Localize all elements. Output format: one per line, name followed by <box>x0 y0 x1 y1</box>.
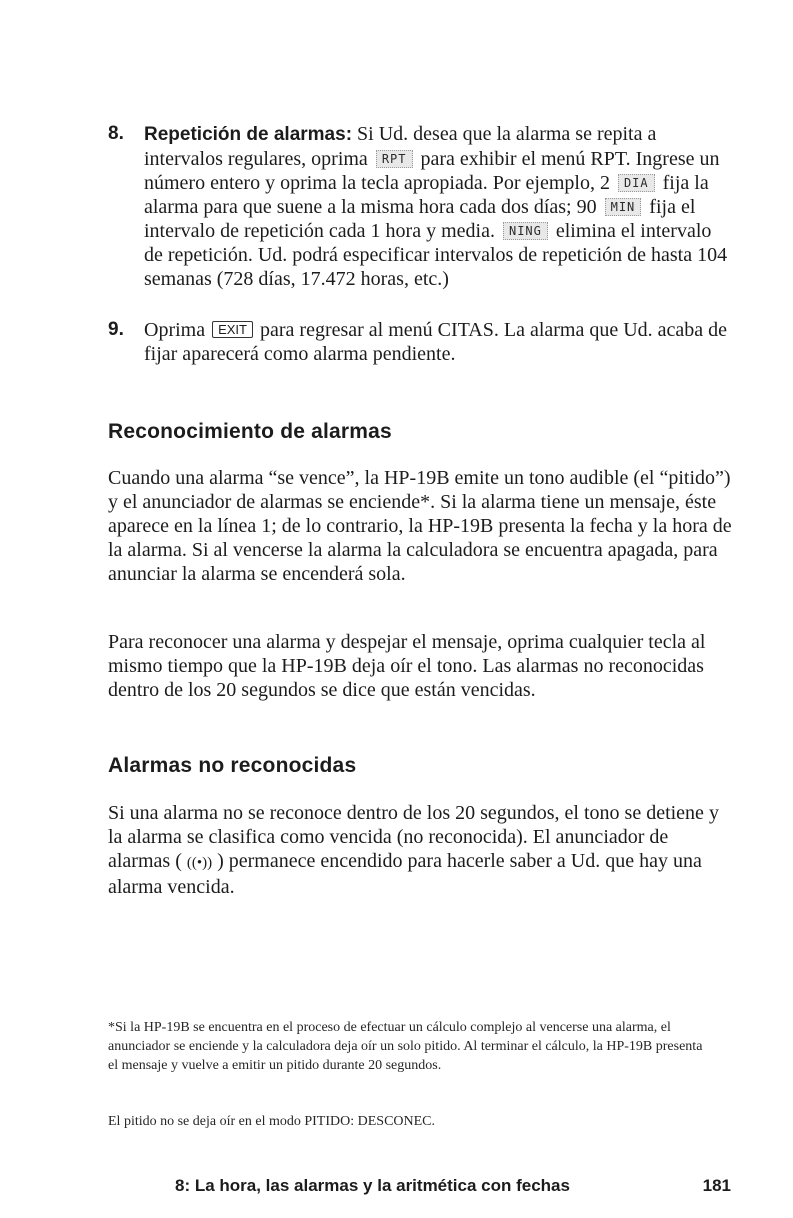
alarm-annunciator-icon: ((•)) <box>186 855 213 871</box>
step-8-title: Repetición de alarmas: <box>144 124 353 145</box>
step-8-text-5: elimina el intervalo de repetición. Ud. podrá especificar intervalos de repetición de hasta 104 semanas (728 días, 17.472 horas, etc.) <box>144 220 728 290</box>
page-number: 181 <box>702 1176 731 1195</box>
footnote-1: *Si la HP-19B se encuentra en el proceso de efectuar un cálculo complejo al vencerse una alarma, el anunciador se enciende y la calculadora deja oír un solo pitido. Al terminar el cálculo, la HP-19B presenta el mensaje y vuelve a emitir un pitido durante 20 segundos. <box>108 1020 703 1073</box>
exit-key: EXIT <box>212 321 253 338</box>
min-softkey: MIN <box>605 198 642 216</box>
ning-softkey: NING <box>503 222 548 240</box>
step-9-text-2: para regresar al menú CITAS. La alarma que Ud. acaba de fijar aparecerá como alarma pendiente. <box>144 319 728 365</box>
footer-chapter-title: 8: La hora, las alarmas y la aritmética con fechas <box>175 1176 570 1195</box>
step-8-body <box>144 122 733 291</box>
step-9-text-1: Oprima <box>144 319 211 341</box>
step-8-number: 8. <box>108 123 124 144</box>
dia-softkey: DIA <box>618 174 655 192</box>
step-8-text-1: Si Ud. desea que la alarma se repita a intervalos regulares, oprima <box>144 123 657 170</box>
running-footer <box>175 1176 731 1196</box>
paragraph-reconocimiento-2: Para reconocer una alarma y despejar el mensaje, oprima cualquier tecla al mismo tiempo que la HP-19B deja oír el tono. Las alarmas no reconocidas dentro de los 20 segundos se dice que están vencidas. <box>108 631 706 701</box>
paragraph-no-reconocidas-text-b: ) permanece encendido para hacerle saber a Ud. que hay una alarma vencida. <box>108 850 702 898</box>
footnote-2: El pitido no se deja oír en el modo PITIDO: DESCONEC. <box>108 1114 436 1129</box>
step-9-number: 9. <box>108 319 124 340</box>
step-9 <box>108 318 733 366</box>
section-heading-reconocimiento: Reconocimiento de alarmas <box>108 420 392 443</box>
paragraph-no-reconocidas-text-a: Si una alarma no se reconoce dentro de los 20 segundos, el tono se detiene y la alarma se clasifica como vencida (no reconocida). El anunciador de alarmas ( <box>108 802 719 872</box>
step-8-text-2: para exhibir el menú RPT. Ingrese un número entero y oprima la tecla apropiada. Por ejemplo, 2 <box>144 148 720 194</box>
step-8 <box>108 122 733 291</box>
step-8-text-4: fija el intervalo de repetición cada 1 hora y media. <box>144 196 696 242</box>
step-8-text-3: fija la alarma para que suene a la misma hora cada dos días; 90 <box>144 172 709 218</box>
paragraph-no-reconocidas <box>108 801 733 899</box>
step-9-body <box>144 318 733 366</box>
paragraph-reconocimiento-1: Cuando una alarma “se vence”, la HP-19B emite un tono audible (el “pitido”) y el anunciador de alarmas se enciende*. Si la alarma tiene un mensaje, éste aparece en la línea 1; de lo contrario, la HP-19B presenta la fecha y la hora de la alarma. Si al vencerse la alarma la calculadora se encuentra apagada, para anunciar la alarma se encenderá sola. <box>108 467 732 585</box>
rpt-softkey: RPT <box>376 150 413 168</box>
section-heading-no-reconocidas: Alarmas no reconocidas <box>108 754 357 777</box>
